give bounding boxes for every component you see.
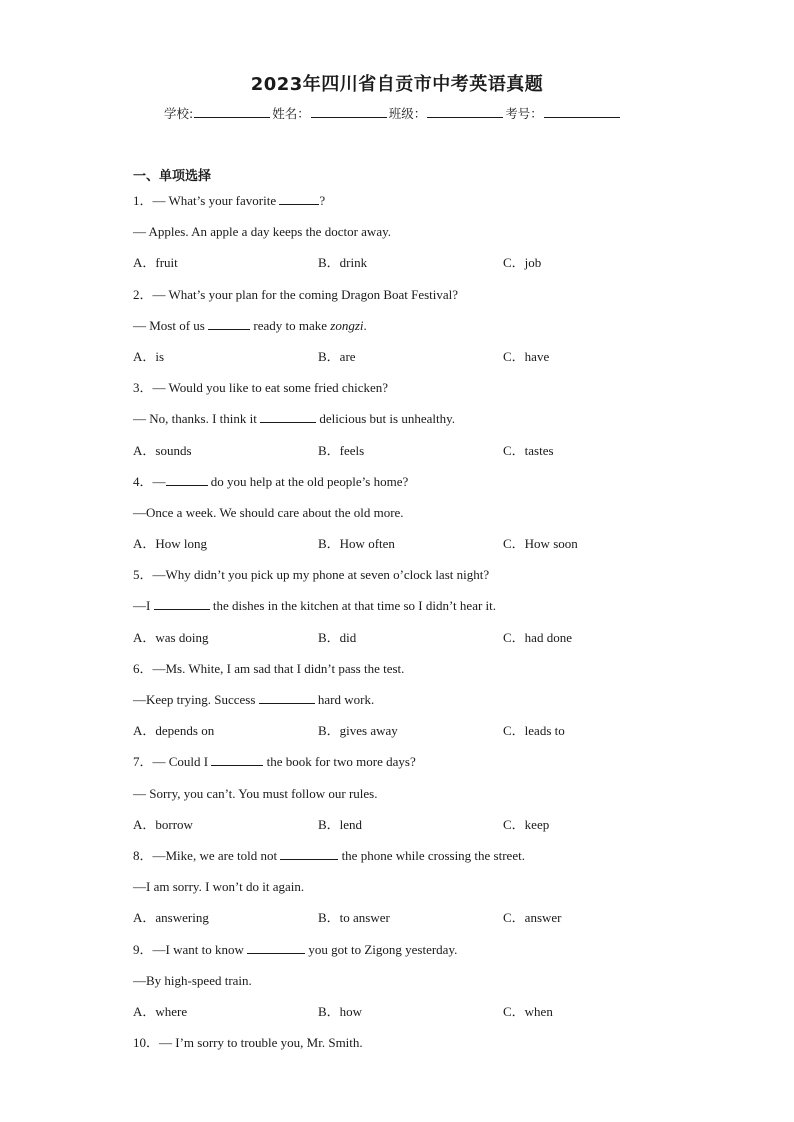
option-a[interactable]: A．answering bbox=[133, 910, 209, 926]
answer-blank bbox=[279, 193, 319, 205]
question-9-prompt: 9．—I want to know you got to Zigong yesterday. bbox=[133, 941, 458, 957]
option-a[interactable]: A．where bbox=[133, 1003, 188, 1019]
question-3-reply: — No, thanks. I think it delicious but is unhealthy. bbox=[133, 411, 455, 427]
question-10-prompt: 10．— I’m sorry to trouble you, Mr. Smith. bbox=[133, 1035, 363, 1051]
section-heading: 一、单项选择 bbox=[133, 169, 212, 184]
option-a[interactable]: A．borrow bbox=[133, 816, 193, 832]
question-6-reply: —Keep trying. Success hard work. bbox=[133, 692, 375, 707]
answer-blank bbox=[208, 318, 250, 330]
question-4-prompt: 4．— do you help at the old people’s home? bbox=[133, 473, 409, 489]
question-4-options bbox=[133, 536, 693, 567]
question-8-options bbox=[133, 910, 693, 941]
option-a[interactable]: A．sounds bbox=[133, 442, 192, 458]
option-b[interactable]: B．How often bbox=[318, 536, 395, 552]
option-b[interactable]: B．did bbox=[318, 629, 357, 645]
answer-blank bbox=[166, 474, 208, 486]
answer-blank bbox=[154, 598, 210, 610]
class-blank bbox=[427, 105, 503, 118]
option-a[interactable]: A．fruit bbox=[133, 255, 178, 271]
question-7-prompt: 7．— Could I the book for two more days? bbox=[133, 754, 416, 770]
question-2-options bbox=[133, 349, 693, 380]
option-c[interactable]: C．answer bbox=[503, 910, 562, 926]
class-label: 班级： bbox=[388, 106, 427, 121]
exam-number-label: 考号： bbox=[505, 106, 543, 121]
option-b[interactable]: B．are bbox=[318, 348, 356, 364]
page-title: 2023年四川省自贡市中考英语真题 bbox=[250, 74, 544, 95]
question-9-options bbox=[133, 1004, 693, 1035]
option-c[interactable]: C．keep bbox=[503, 816, 550, 832]
question-1-prompt: 1．— What’s your favorite ? bbox=[133, 193, 326, 208]
question-8-reply: —I am sorry. I won’t do it again. bbox=[133, 879, 305, 895]
option-b[interactable]: B．gives away bbox=[318, 723, 398, 739]
option-c[interactable]: C．when bbox=[503, 1003, 553, 1019]
question-4-reply: —Once a week. We should care about the old more. bbox=[133, 504, 404, 520]
question-list bbox=[133, 193, 693, 1066]
option-b[interactable]: B．feels bbox=[318, 442, 365, 458]
question-7-options bbox=[133, 817, 693, 848]
question-2-reply: — Most of us ready to make zongzi. bbox=[133, 317, 367, 333]
option-b[interactable]: B．lend bbox=[318, 816, 363, 832]
name-blank bbox=[311, 105, 387, 118]
option-a[interactable]: A．depends on bbox=[133, 723, 215, 739]
answer-blank bbox=[260, 411, 316, 423]
answer-blank bbox=[259, 692, 315, 704]
question-6-prompt: 6．—Ms. White, I am sad that I didn’t pass the test. bbox=[133, 660, 405, 676]
option-b[interactable]: B．how bbox=[318, 1003, 363, 1019]
option-b[interactable]: B．drink bbox=[318, 255, 368, 271]
question-5-prompt: 5．—Why didn’t you pick up my phone at seven o’clock last night? bbox=[133, 567, 490, 583]
question-3-prompt: 3．— Would you like to eat some fried chicken? bbox=[133, 380, 389, 396]
exam-number-blank bbox=[544, 105, 620, 118]
student-info-line bbox=[164, 104, 622, 122]
question-1-reply: — Apples. An apple a day keeps the doctor away. bbox=[133, 224, 392, 240]
question-5-reply: —I the dishes in the kitchen at that time so I didn’t hear it. bbox=[133, 598, 497, 614]
question-7-reply: — Sorry, you can’t. You must follow our rules. bbox=[133, 785, 378, 801]
question-2-prompt: 2．— What’s your plan for the coming Dragon Boat Festival? bbox=[133, 286, 459, 302]
option-c[interactable]: C．How soon bbox=[503, 536, 578, 552]
option-a[interactable]: A．was doing bbox=[133, 629, 209, 645]
answer-blank bbox=[247, 942, 305, 954]
option-a[interactable]: A．is bbox=[133, 348, 165, 364]
school-label: 学校: bbox=[164, 106, 194, 121]
option-c[interactable]: C．leads to bbox=[503, 723, 565, 739]
option-c[interactable]: C．tastes bbox=[503, 442, 554, 458]
option-c[interactable]: C．job bbox=[503, 255, 542, 271]
option-b[interactable]: B．to answer bbox=[318, 910, 390, 926]
school-blank bbox=[194, 105, 270, 118]
question-6-options bbox=[133, 723, 693, 754]
question-8-prompt: 8．—Mike, we are told not the phone while crossing the street. bbox=[133, 847, 525, 863]
option-a[interactable]: A．How long bbox=[133, 536, 208, 552]
question-5-options bbox=[133, 630, 693, 661]
question-3-options bbox=[133, 443, 693, 474]
answer-blank bbox=[211, 754, 263, 766]
question-9-reply: —By high-speed train. bbox=[133, 972, 252, 988]
answer-blank bbox=[280, 848, 338, 860]
question-1-options bbox=[133, 255, 693, 286]
option-c[interactable]: C．have bbox=[503, 348, 550, 364]
name-label: 姓名： bbox=[272, 106, 310, 121]
option-c[interactable]: C．had done bbox=[503, 629, 572, 645]
